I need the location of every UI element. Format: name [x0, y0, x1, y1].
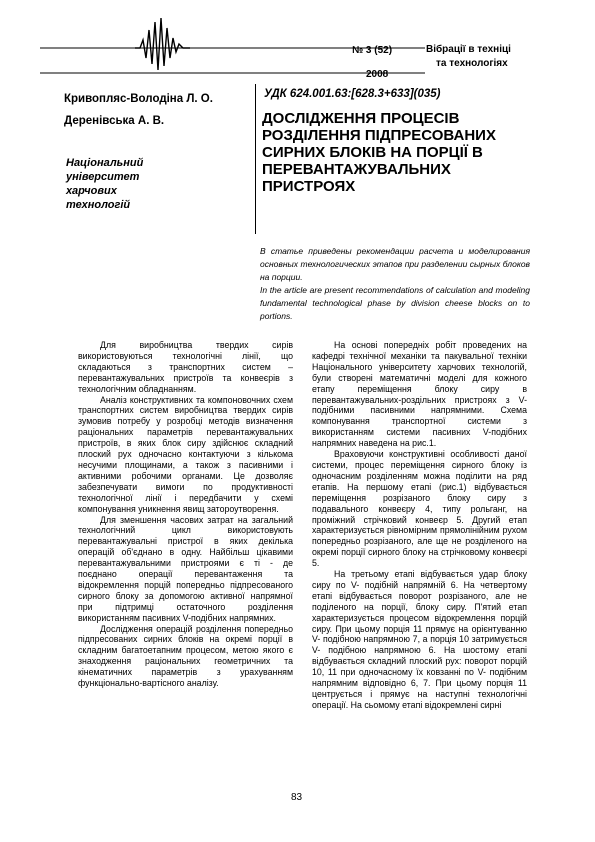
body-column-left	[78, 340, 293, 689]
body-column-right	[312, 340, 527, 711]
authors	[64, 88, 213, 132]
abstract-en: In the article are present recommendations of calculation and modeling fundamental technological phase by division cheese blocks on to portions.	[260, 285, 530, 321]
paragraph: Дослідження операцій розділення попередньо підпресованих сирних блоків на окремі порції в складним багатоетапним процесом, метою якого є знаходження раціональних геометричних та кінематичних параметрів з урахуванням функціонально-вартісного аналізу.	[78, 623, 293, 689]
author-name: Кривопляс-Володіна Л. О.	[64, 93, 213, 105]
article-title: ДОСЛІДЖЕННЯ ПРОЦЕСІВ РОЗДІЛЕННЯ ПІДПРЕСОВАНИХ СИРНИХ БЛОКІВ НА ПОРЦІЇ В ПЕРЕВАНТАЖУВАЛЬНИХ ПРИСТРОЯХ	[262, 110, 496, 195]
issue-number: № 3 (52)	[352, 45, 393, 56]
udk-code: УДК 624.001.63:[628.3+633](035)	[264, 88, 441, 100]
author-name: Деренівська А. В.	[64, 115, 165, 127]
paragraph: На третьому етапі відбувається удар блоку сиру по V- подібній напрямній 6. На четвертому етапі відбувається поворот розрізаного, але не поділеного на порції, блоку сиру. П'ятий етап характеризується процесом відокремлення порцій сиру. При цьому порція 11 прямує на орієнтуванню V- подібною напрямною 7, а порція 10 затримується V- подібною напрямною 6. На шостому етапі відбувається складний плоский рух: поворот порцій 10, 11 при одночасному їх ковзанні по V- подібним напрямним відповідно 6, 7. При цьому порція 11 центрується і прямує на наступні технологічні операції. На сьомому етапі відокремлені сирні	[312, 569, 527, 710]
paragraph: Враховуючи конструктивні особливості даної системи, процес переміщення сирного блоку із одночасним розділенням можна поділити на ряд етапів. На першому етапі (рис.1) відбувається переміщення розрізаного блоку сиру з подавального конвеєру 4, типу рольганг, на проміжний стрічковий конвеєр 5. Другий етап характеризується рівномірним прямолінійним рухом попередньо розрізаного, але ще не розділеного на окремі порції сирного блоку на стрічковому конвеєрі 5.	[312, 449, 527, 569]
issue-year: 2008	[366, 69, 389, 80]
journal-title-line2: та технологіях	[436, 58, 508, 69]
page-number: 83	[291, 792, 303, 803]
title-divider	[255, 84, 256, 234]
abstract-ru: В статье приведены рекомендации расчета и моделирования основных технологических этапов при разделении сырных блоков на порции.	[260, 246, 530, 282]
paragraph: Аналіз конструктивних та компоновочних схем транспортних систем виробництва твердих сирів зумовив потребу у розробці методів визначення раціональних параметрів перевантажувальних пристроїв, в яких блок сиру здійснює складний плоский рух одночасно контактуючи з кількома несучими площинами, а також з пасивними і активними робочими органами. Це дозволяє забезпечувати вимоги по продуктивності технологічної лінії і передбачити у схемі компонування уникнення явищ затороутворення.	[78, 394, 293, 514]
journal-title-line1: Вібрації в техніці	[426, 44, 511, 55]
journal-header	[0, 0, 595, 80]
paragraph: Для виробництва твердих сирів використовуються технологічні лінії, що складаються з транспортних систем – перевантажувальних пристроїв та конвеєрів з технологічним обладнанням.	[78, 340, 293, 394]
paragraph: На основі попередніх робіт проведених на кафедрі технічної механіки та пакувальної техніки Національного університету харчових технологій, були створені математичні моделі для кожного етапу переміщення блоку сиру в перевантажувальних-роздільних пристроях з V- подібними пасивними напрямними. Схема компонування транспортної системи з використанням системи пасивних V-подібних напрямних наведена на рис.1.	[312, 340, 527, 449]
affiliation: Національний університет харчових технологій	[66, 157, 144, 211]
paragraph: Для зменшення часових затрат на загальний технологічний цикл використовують перевантажувальні пристрої в яких декілька операцій об'єднано в одну. Найбільш цікавими перевантажувальними пристроями є ті - де поєднано операції перевантаження та відокремлення порцій попередньо підпресованого сирного блоку за допомогою активної напрямної при підтримці остаточного розділення використанням пасивних V-подібних напрямних.	[78, 514, 293, 623]
